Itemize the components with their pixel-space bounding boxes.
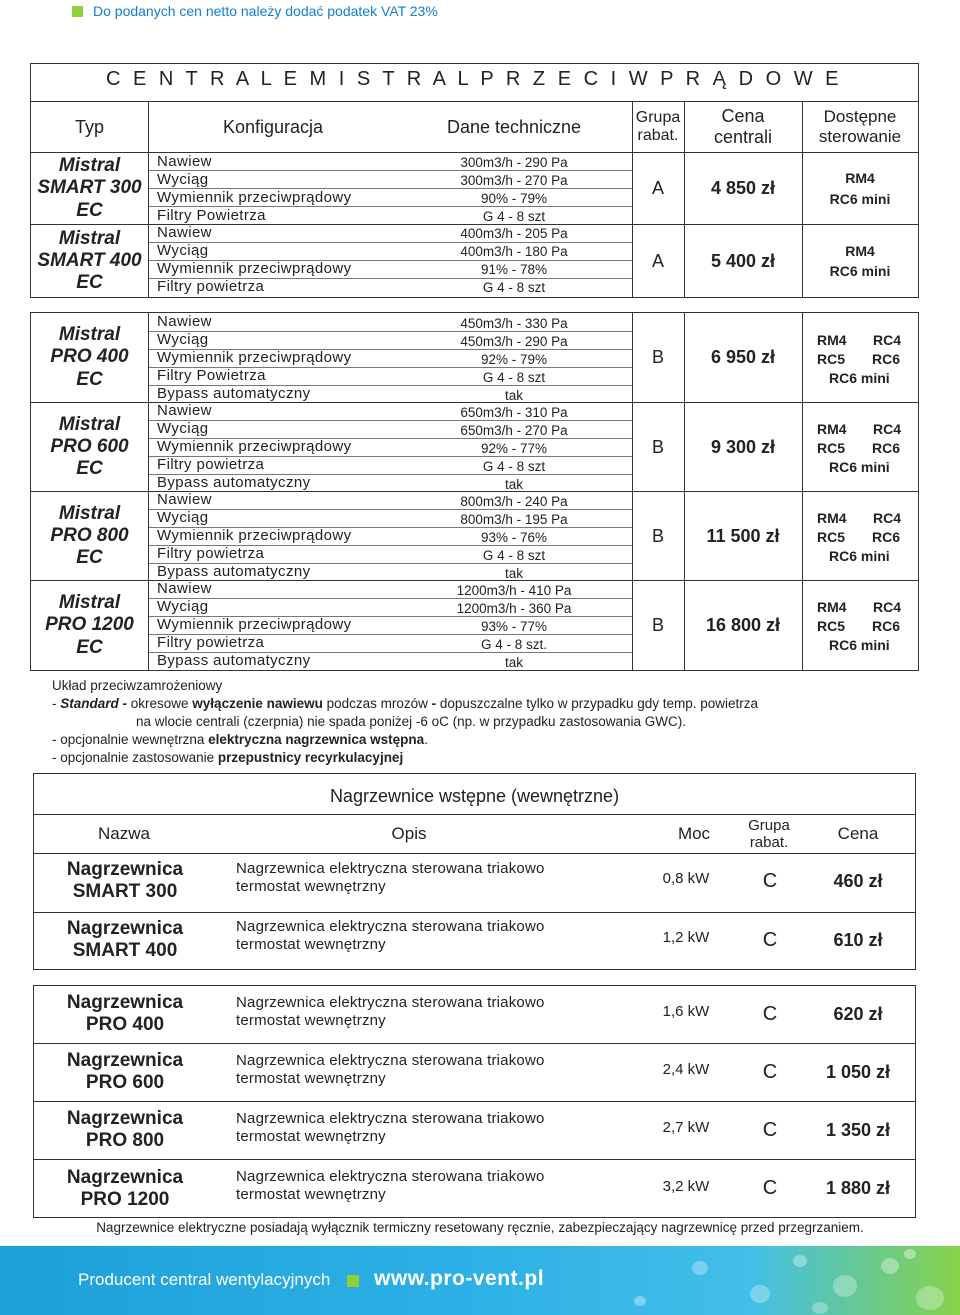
spec-label: Wyciąg xyxy=(157,509,209,526)
model-smart-300: Mistral SMART 300 EC xyxy=(37,155,142,221)
heater-power: 1,6 kW xyxy=(662,1003,710,1021)
spec-value: 91% - 78% xyxy=(480,262,548,277)
heater-price: 460 zł xyxy=(833,870,883,891)
heater-group: C xyxy=(762,869,778,892)
spec-label: Wymiennik przeciwprądowy xyxy=(157,616,352,633)
spec-value: 800m3/h - 195 Pa xyxy=(460,512,568,527)
heater-power: 1,2 kW xyxy=(662,929,710,947)
heater-desc: Nagrzewnica elektryczna sterowana triakowo termostat wewnętrzny xyxy=(236,994,545,1029)
group-smart-400: A xyxy=(651,250,664,271)
spec-label: Wymiennik przeciwprądowy xyxy=(157,349,352,366)
heater-name: Nagrzewnica SMART 300 xyxy=(66,859,184,902)
green-square-icon xyxy=(72,6,83,17)
spec-value: tak xyxy=(504,655,523,670)
group-smart-300: A xyxy=(651,178,664,199)
header-grupa: Grupa rabat. xyxy=(635,108,681,144)
spec-value: G 4 - 8 szt xyxy=(482,370,546,385)
model-smart-400: Mistral SMART 400 EC xyxy=(37,227,142,294)
green-square-icon xyxy=(347,1275,359,1287)
spec-value: 650m3/h - 270 Pa xyxy=(460,423,568,438)
spec-value: tak xyxy=(504,388,523,403)
spec-value: 650m3/h - 310 Pa xyxy=(460,405,568,420)
spec-label: Bypass automatyczny xyxy=(157,474,311,491)
spec-label: Wyciąg xyxy=(157,598,209,615)
heater-price: 1 880 zł xyxy=(825,1178,891,1199)
heaters-header-opis: Opis xyxy=(391,824,427,844)
model-pro-1200: Mistral PRO 1200 EC xyxy=(45,592,134,658)
price-pro-400: 6 950 zł xyxy=(710,347,776,368)
spec-label: Nawiew xyxy=(157,580,212,597)
heater-power: 3,2 kW xyxy=(662,1177,710,1195)
spec-label: Wymiennik przeciwprądowy xyxy=(157,260,352,277)
heater-price: 1 050 zł xyxy=(825,1061,891,1082)
spec-value: G 4 - 8 szt xyxy=(482,280,546,295)
banner-slogan: Producent central wentylacyjnych xyxy=(78,1270,331,1289)
heater-group: C xyxy=(762,1177,778,1199)
group-pro-1200: B xyxy=(651,615,664,636)
group-pro-800: B xyxy=(651,525,664,546)
price-smart-400: 5 400 zł xyxy=(710,250,776,271)
heaters-footnote: Nagrzewnice elektryczne posiadają wyłącznik termiczny resetowany ręcznie, zabezpieczający nagrzewnicę przed przegrzaniem. xyxy=(96,1220,864,1235)
spec-label: Filtry powietrza xyxy=(157,456,265,473)
heater-desc: Nagrzewnica elektryczna sterowana triakowo termostat wewnętrzny xyxy=(236,1168,545,1203)
heater-desc: Nagrzewnica elektryczna sterowana triakowo termostat wewnętrzny xyxy=(236,860,545,895)
spec-label: Nawiew xyxy=(157,313,212,330)
heaters-header-moc: Moc xyxy=(677,824,711,844)
spec-value: 92% - 77% xyxy=(480,441,548,456)
heater-power: 2,7 kW xyxy=(662,1119,710,1137)
heaters-header-cena: Cena xyxy=(837,824,879,844)
heater-desc: Nagrzewnica elektryczna sterowana triakowo termostat wewnętrzny xyxy=(236,1052,545,1087)
heater-group: C xyxy=(762,928,778,951)
spec-label: Filtry powietrza xyxy=(157,545,265,562)
heater-desc: Nagrzewnica elektryczna sterowana triakowo termostat wewnętrzny xyxy=(236,918,545,953)
price-smart-300: 4 850 zł xyxy=(710,178,776,199)
antifreeze-notes: Układ przeciwzamrożeniowy - Standard - okresowe wyłączenie nawiewu podczas mrozów - dopuszczalne tylko w przypadku gdy temp. powietrza na wlocie centrali (czerpnia) nie spada poniżej -6 oC (np. w przypadku zastosowania GWC). - opcjonalnie wewnętrzna elektryczna nagrzewnica wstępna. - opcjonalnie zastosowanie przepustnicy recyrkulacyjnej xyxy=(52,678,759,765)
footer-banner xyxy=(0,1246,960,1315)
spec-value: 800m3/h - 240 Pa xyxy=(460,494,568,509)
spec-label: Nawiew xyxy=(157,402,212,419)
spec-label: Bypass automatyczny xyxy=(157,652,311,669)
heaters-header-grupa: Grupa rabat. xyxy=(748,816,790,851)
heater-name: Nagrzewnica PRO 600 xyxy=(66,1050,184,1093)
spec-value: 1200m3/h - 410 Pa xyxy=(456,583,572,598)
heater-power: 2,4 kW xyxy=(662,1061,710,1079)
spec-label: Nawiew xyxy=(157,224,212,241)
spec-label: Wyciąg xyxy=(157,331,209,348)
spec-value: tak xyxy=(504,566,523,581)
group-pro-400: B xyxy=(651,347,664,368)
heater-name: Nagrzewnica PRO 800 xyxy=(66,1108,184,1151)
header-cena: Cena centrali xyxy=(713,106,773,147)
spec-label: Bypass automatyczny xyxy=(157,563,311,580)
spec-label: Wymiennik przeciwprądowy xyxy=(157,438,352,455)
heaters-header-nazwa: Nazwa xyxy=(98,824,150,844)
spec-label: Nawiew xyxy=(157,153,212,170)
spec-value: tak xyxy=(504,477,523,492)
heater-name: Nagrzewnica SMART 400 xyxy=(66,918,184,961)
table-title: C E N T R A L E M I S T R A L P R Z E C I W P R Ą D O W E xyxy=(106,68,842,90)
spec-label: Filtry powietrza xyxy=(157,278,265,295)
spec-value: G 4 - 8 szt xyxy=(482,459,546,474)
spec-value: 450m3/h - 290 Pa xyxy=(460,334,568,349)
spec-value: 1200m3/h - 360 Pa xyxy=(456,601,572,616)
heater-price: 610 zł xyxy=(833,929,883,950)
heater-group: C xyxy=(762,1002,778,1025)
control-smart-300: RM4 RC6 mini xyxy=(829,170,891,207)
spec-label: Nawiew xyxy=(157,491,212,508)
spec-label: Wyciąg xyxy=(157,420,209,437)
heater-name: Nagrzewnica PRO 400 xyxy=(66,992,184,1035)
heater-group: C xyxy=(762,1118,778,1141)
header-sterowanie: Dostępne sterowanie xyxy=(818,107,902,146)
website-link[interactable]: www.pro-vent.pl xyxy=(374,1267,545,1290)
spec-value: G 4 - 8 szt. xyxy=(480,637,548,652)
group-pro-600: B xyxy=(651,436,664,457)
spec-label: Filtry Powietrza xyxy=(157,207,266,224)
vat-note: Do podanych cen netto należy dodać podatek VAT 23% xyxy=(72,3,438,19)
spec-value: 400m3/h - 180 Pa xyxy=(460,244,568,259)
header-dane: Dane techniczne xyxy=(446,116,582,137)
spec-value: 300m3/h - 270 Pa xyxy=(460,173,568,188)
spec-value: 93% - 76% xyxy=(480,530,548,545)
spec-value: 300m3/h - 290 Pa xyxy=(460,155,568,170)
control-smart-400: RM4 RC6 mini xyxy=(829,242,891,279)
spec-value: G 4 - 8 szt xyxy=(482,209,546,224)
heater-price: 620 zł xyxy=(833,1003,883,1024)
spec-value: 400m3/h - 205 Pa xyxy=(460,226,568,241)
spec-value: 90% - 79% xyxy=(480,191,548,206)
heaters-title: Nagrzewnice wstępne (wewnętrzne) xyxy=(329,786,620,806)
heater-power: 0,8 kW xyxy=(662,870,710,888)
model-pro-800: Mistral PRO 800 EC xyxy=(50,502,129,569)
heater-group: C xyxy=(762,1060,778,1083)
heater-desc: Nagrzewnica elektryczna sterowana triakowo termostat wewnętrzny xyxy=(236,1110,545,1145)
heater-name: Nagrzewnica PRO 1200 xyxy=(66,1166,184,1210)
price-pro-1200: 16 800 zł xyxy=(705,615,781,636)
spec-label: Filtry Powietrza xyxy=(157,367,266,384)
spec-label: Filtry powietrza xyxy=(157,634,265,651)
spec-value: 450m3/h - 330 Pa xyxy=(460,316,568,331)
spec-label: Bypass automatyczny xyxy=(157,385,311,402)
price-pro-600: 9 300 zł xyxy=(710,436,776,457)
header-typ: Typ xyxy=(74,116,104,137)
spec-label: Wyciąg xyxy=(157,242,209,259)
spec-label: Wyciąg xyxy=(157,171,209,188)
price-pro-800: 11 500 zł xyxy=(706,525,780,546)
heater-price: 1 350 zł xyxy=(825,1119,891,1140)
spec-label: Wymiennik przeciwprądowy xyxy=(157,527,352,544)
spec-value: 93% - 77% xyxy=(480,619,548,634)
model-pro-400: Mistral PRO 400 EC xyxy=(50,324,129,390)
header-konfiguracja: Konfiguracja xyxy=(222,116,324,137)
model-pro-600: Mistral PRO 600 EC xyxy=(50,413,129,480)
spec-value: G 4 - 8 szt xyxy=(482,548,546,563)
spec-label: Wymiennik przeciwprądowy xyxy=(157,189,352,206)
spec-value: 92% - 79% xyxy=(480,352,548,367)
